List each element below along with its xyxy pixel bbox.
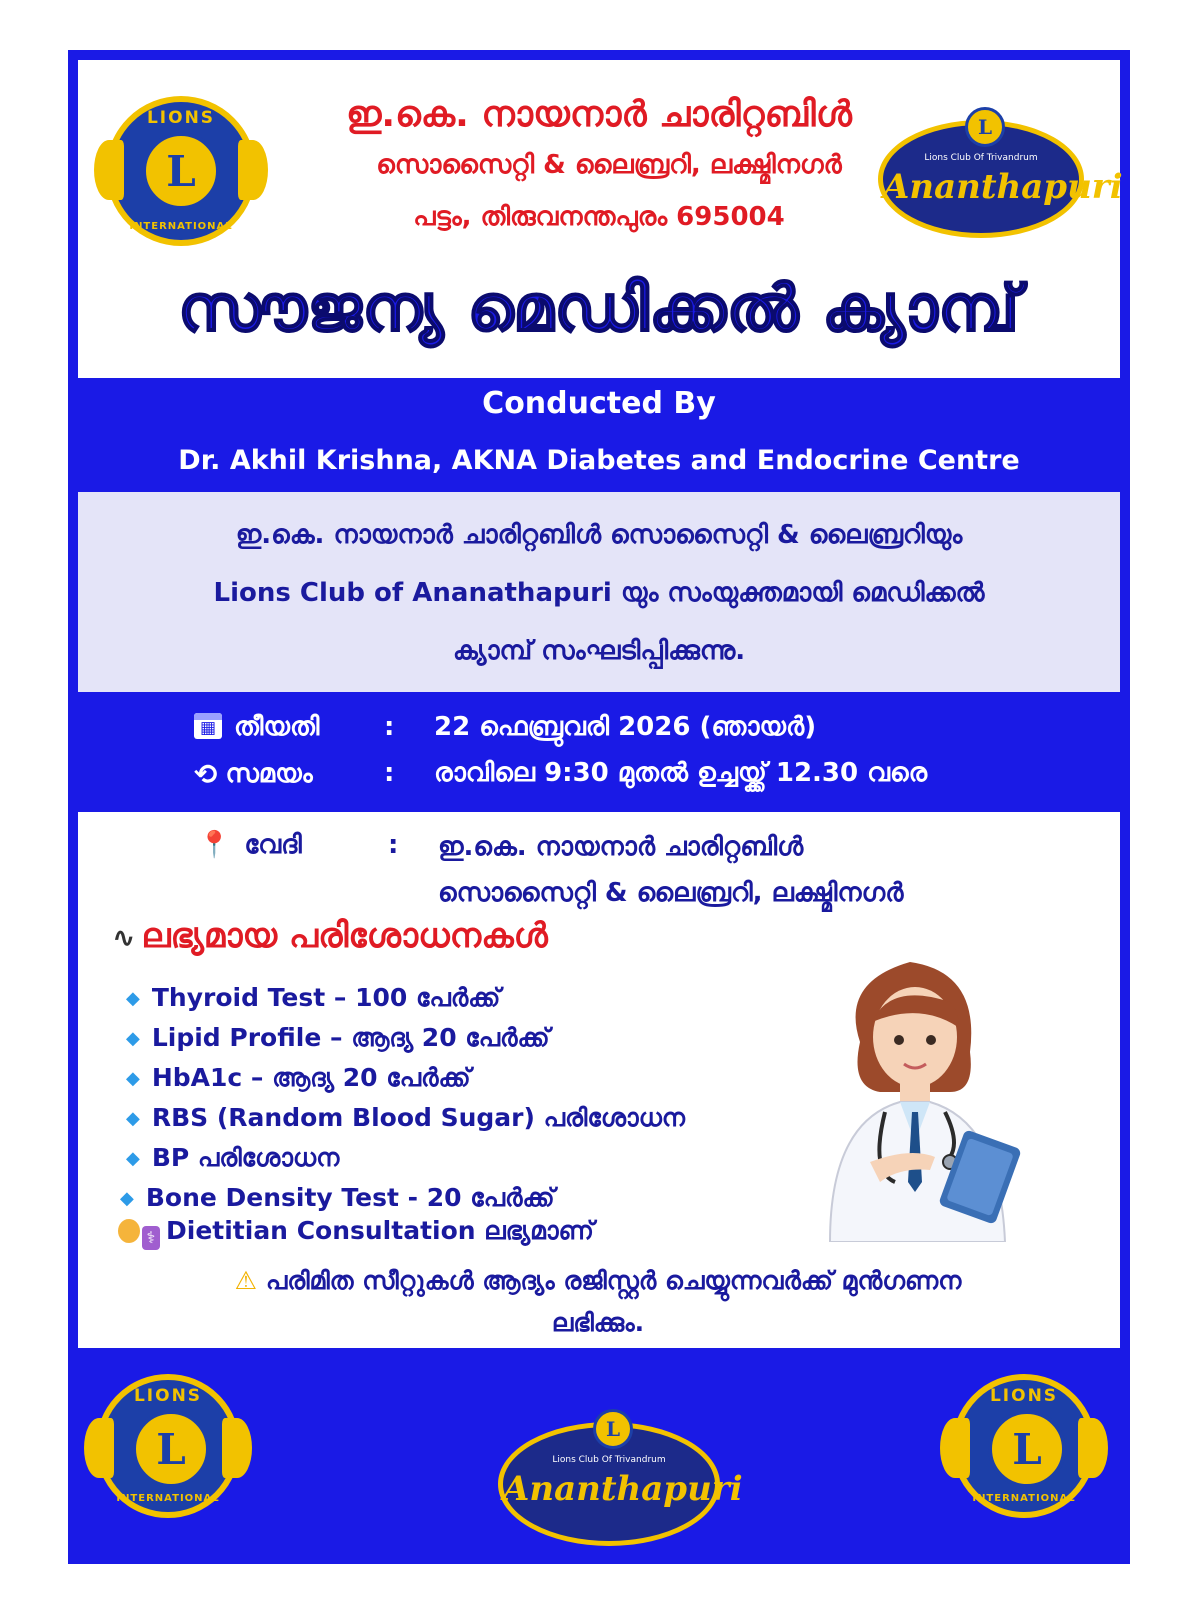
- venue-colon: :: [388, 830, 399, 860]
- lions-logo-bottom-text: INTERNATIONAL: [116, 1493, 220, 1504]
- date-row: [194, 712, 1094, 746]
- date-colon: :: [384, 712, 395, 742]
- conducted-by-heading: Conducted By: [482, 386, 716, 421]
- poster: [68, 50, 1130, 1564]
- test-item-text: BP പരിശോധന: [151, 1143, 340, 1172]
- venue-line1: ഇ.കെ. നായനാർ ചാരിറ്റബിൾ: [438, 832, 804, 862]
- date-label: തീയതി: [234, 712, 320, 742]
- warning-icon: ⚠: [234, 1266, 258, 1295]
- intro-line1: ഇ.കെ. നായനാർ ചാരിറ്റബിൾ സൊസൈറ്റി & ലൈബ്രറിയും: [235, 520, 963, 550]
- diamond-bullet-icon: ◆: [120, 1188, 134, 1209]
- ananthapuri-name-text: Ananthapuri: [503, 1469, 743, 1509]
- header-panel: [78, 60, 1123, 378]
- lions-logo-bottom-text: INTERNATIONAL: [129, 221, 233, 232]
- dietitian-text: Dietitian Consultation ലഭ്യമാണ്: [166, 1216, 594, 1245]
- test-item-text: HbA1c – ആദ്യ 20 പേർക്ക്: [151, 1063, 471, 1092]
- lions-logo-letter: L: [988, 1410, 1066, 1488]
- lions-logo-bottom-text: INTERNATIONAL: [972, 1493, 1076, 1504]
- ananthapuri-name-text: Ananthapuri: [883, 167, 1123, 207]
- test-item: [126, 1018, 685, 1058]
- clock-history-icon: ⟲: [194, 758, 218, 791]
- org-name-line2: സൊസൈറ്റി & ലൈബ്രറി, ലക്ഷ്മിനഗർ: [376, 150, 842, 180]
- diamond-bullet-icon: ◆: [126, 1148, 140, 1169]
- intro-box: [78, 492, 1120, 692]
- diamond-bullet-icon: ◆: [126, 988, 140, 1009]
- test-item-text: Lipid Profile – ആദ്യ 20 പേർക്ക്: [151, 1023, 550, 1052]
- conducted-by-section: [68, 376, 1130, 476]
- venue-line2: സൊസൈറ്റി & ലൈബ്രറി, ലക്ഷ്മിനഗർ: [438, 878, 904, 908]
- test-item: [126, 978, 685, 1018]
- org-name-line1: ഇ.കെ. നായനാർ ചാരിറ്റബിൾ: [346, 94, 852, 135]
- test-item: [126, 1098, 685, 1138]
- medical-symbol-icon: ⚕: [142, 1226, 160, 1250]
- ananthapuri-club-text: Lions Club Of Trivandrum: [924, 153, 1038, 163]
- notice-line2: ലഭിക്കും.: [551, 1308, 645, 1337]
- time-row: [194, 758, 1094, 792]
- venue-value: [438, 824, 903, 916]
- camp-title: സൗജന്യ മെഡിക്കൽ ക്യാമ്പ്: [178, 272, 1020, 346]
- doctor-illustration: [800, 942, 1040, 1242]
- venue-label: വേദി: [244, 830, 302, 860]
- test-item-text: Thyroid Test – 100 പേർക്ക്: [151, 983, 501, 1012]
- woman-emoji-icon: [118, 1219, 140, 1243]
- lions-logo-top-text: LIONS: [146, 108, 216, 128]
- date-value: 22 ഫെബ്രുവരി 2026 (ഞായർ): [434, 712, 817, 742]
- time-colon: :: [384, 758, 395, 788]
- ananthapuri-seal-letter: L: [965, 107, 1005, 147]
- lions-logo-letter: L: [132, 1410, 210, 1488]
- diamond-bullet-icon: ◆: [126, 1028, 140, 1049]
- test-list: [120, 978, 685, 1218]
- test-item: [126, 1058, 685, 1098]
- org-address: പട്ടം, തിരുവനന്തപുരം 695004: [413, 202, 785, 232]
- lions-logo-top-text: LIONS: [133, 1386, 203, 1406]
- time-value: രാവിലെ 9:30 മുതൽ ഉച്ചയ്ക്ക് 12.30 വരെ: [434, 758, 928, 788]
- venue-row: [198, 830, 904, 908]
- lions-logo-letter: L: [142, 132, 220, 210]
- calendar-icon: [194, 713, 222, 739]
- intro-line2: Lions Club of Ananathapuri യും സംയുക്തമായി മെഡിക്കൽ: [213, 578, 985, 608]
- ananthapuri-logo-footer: [498, 1417, 743, 1546]
- time-label: സമയം: [225, 759, 313, 789]
- lions-logo-top-text: LIONS: [989, 1386, 1059, 1406]
- tests-heading-text: ലഭ്യമായ പരിശോധനകൾ: [141, 916, 548, 956]
- ananthapuri-club-text: Lions Club Of Trivandrum: [552, 1455, 666, 1465]
- lions-international-logo-right: [952, 1374, 1096, 1518]
- test-item-text: RBS (Random Blood Sugar) പരിശോധന: [151, 1103, 685, 1132]
- notice-line1: പരിമിത സീറ്റുകൾ ആദ്യം രജിസ്റ്റർ ചെയ്യുന്നവർക്ക് മുൻഗണന: [265, 1266, 962, 1295]
- intro-line3: ക്യാമ്പ് സംഘടിപ്പിക്കുന്നു.: [452, 636, 746, 666]
- tests-heading: [112, 916, 548, 956]
- conducting-doctor: Dr. Akhil Krishna, AKNA Diabetes and Endocrine Centre: [178, 445, 1020, 476]
- test-item: [120, 1178, 685, 1218]
- test-item-text: Bone Density Test - 20 പേർക്ക്: [145, 1183, 555, 1212]
- stethoscope-icon: ∿: [112, 921, 136, 954]
- details-panel: [78, 812, 1120, 1348]
- ananthapuri-logo: [878, 115, 1123, 238]
- test-item: [126, 1138, 685, 1178]
- diamond-bullet-icon: ◆: [126, 1108, 140, 1129]
- limited-seats-notice: [108, 1260, 1088, 1344]
- lions-international-logo-left: [96, 1374, 240, 1518]
- diamond-bullet-icon: ◆: [126, 1068, 140, 1089]
- ananthapuri-seal-letter: L: [593, 1409, 633, 1449]
- dietitian-row: [118, 1216, 594, 1250]
- location-pin-icon: 📍: [198, 830, 231, 860]
